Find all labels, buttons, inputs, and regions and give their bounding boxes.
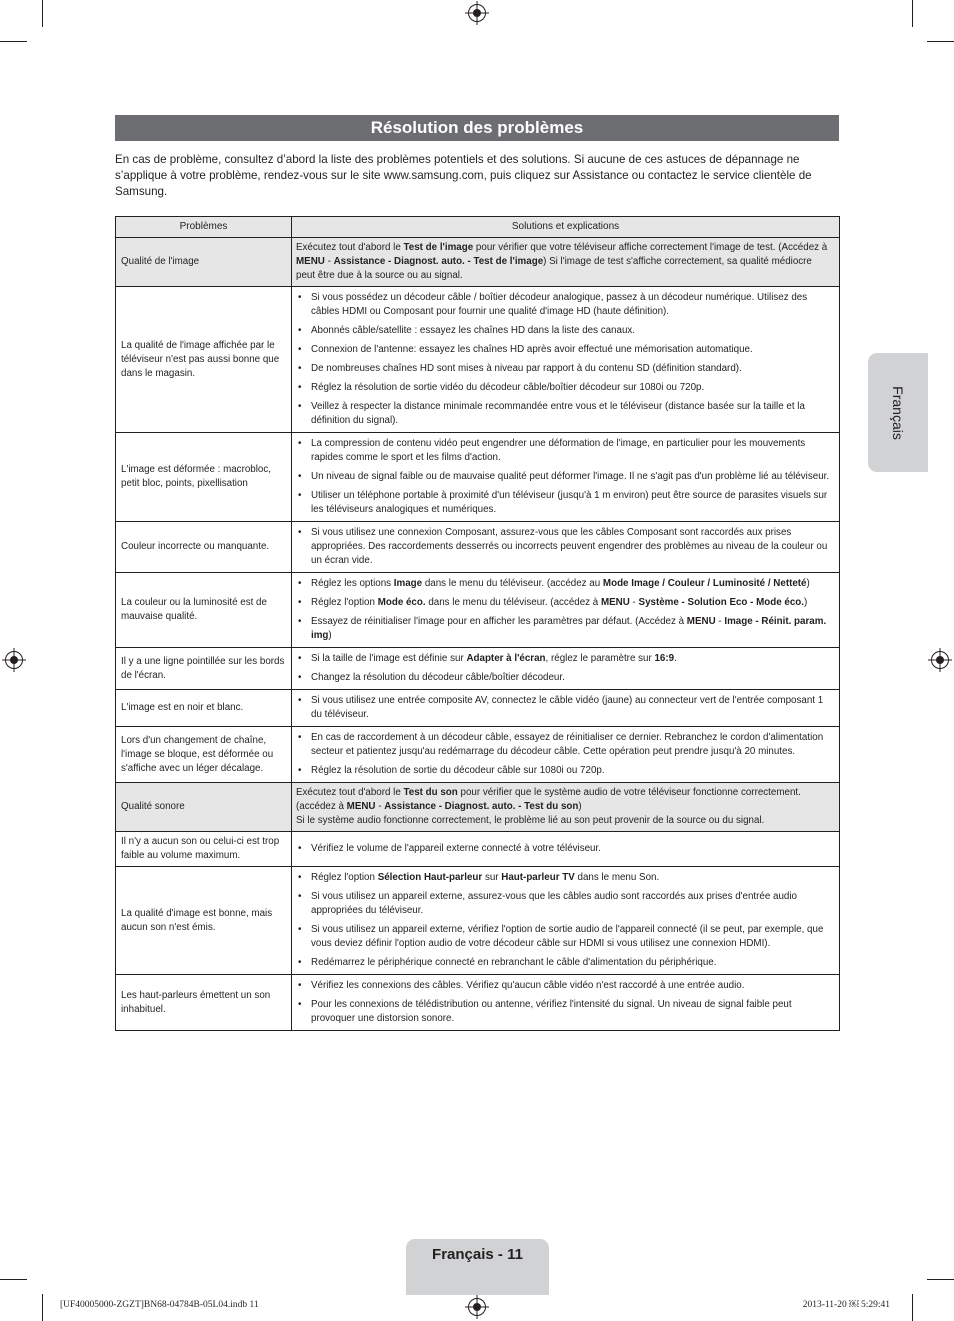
text-run: - <box>324 256 334 267</box>
crop-mark <box>42 0 43 27</box>
text-run: pour vérifier que le système audio de votre téléviseur fonctionne correctement. (accédez à <box>296 787 801 812</box>
solution-list <box>296 842 833 856</box>
solution-cell <box>292 783 840 832</box>
footer-timestamp: 2013-11-20 ￼ 5:29:41 <box>802 1300 890 1310</box>
crop-mark <box>0 41 27 42</box>
text-run: Changez la résolution du décodeur câble/boîtier décodeur. <box>311 672 565 683</box>
text-run: dans le menu du téléviseur. (accédez à <box>425 597 601 608</box>
list-item <box>296 324 833 338</box>
bold-term: Sélection Haut-parleur <box>377 872 483 883</box>
text-run: . <box>674 653 677 664</box>
list-item <box>296 842 833 856</box>
list-item <box>296 343 833 357</box>
page-title: Résolution des problèmes <box>115 115 839 141</box>
text-run: Redémarrez le périphérique connecté en rebranchant le câble d'alimentation du périphérique. <box>311 957 717 968</box>
bold-term: 16:9 <box>654 653 675 664</box>
text-run: ) <box>578 801 582 812</box>
bold-term: Image - Réinit. param. img <box>311 616 827 641</box>
text-run: Si vous utilisez un appareil externe, assurez-vous que les câbles audio sont raccordés aux prises d'entrée audio appropriées du téléviseur. <box>311 891 798 916</box>
solution-cell <box>292 648 840 690</box>
solution-cell <box>292 832 840 867</box>
bold-term: Haut-parleur TV <box>501 872 575 883</box>
language-side-tab <box>868 353 928 472</box>
solution-paragraph <box>296 786 833 814</box>
text-run: Si vous possédez un décodeur câble / boîtier décodeur analogique, passez à un décodeur numérique. Utilisez des câbles HDMI ou Composant pour fournir une qualité d'image HD (haute définition). <box>311 292 808 317</box>
solution-list <box>296 979 833 1026</box>
table-row <box>116 832 840 867</box>
list-item <box>296 470 833 484</box>
text-run: , réglez le paramètre sur <box>545 653 655 664</box>
table-header-row <box>116 217 840 238</box>
table-row <box>116 648 840 690</box>
text-run: sur <box>482 872 502 883</box>
page-number-label: Français - 11 <box>432 1246 523 1263</box>
list-item <box>296 400 833 428</box>
list-item <box>296 489 833 517</box>
bold-term: Assistance - Diagnost. auto. - Test du son <box>384 801 579 812</box>
crop-mark <box>927 41 954 42</box>
list-item <box>296 731 833 759</box>
problem-cell: L'image est en noir et blanc. <box>116 690 292 727</box>
text-run: Si la taille de l'image est définie sur <box>311 653 467 664</box>
list-item <box>296 979 833 993</box>
list-item <box>296 871 833 885</box>
solution-cell <box>292 522 840 573</box>
problem-cell: Qualité sonore <box>116 783 292 832</box>
solution-list <box>296 437 833 517</box>
text-run: Vérifiez le volume de l'appareil externe connecté à votre téléviseur. <box>311 843 601 854</box>
table-row <box>116 975 840 1031</box>
registration-mark-icon <box>5 651 23 669</box>
text-run: Réglez l'option <box>311 597 378 608</box>
text-run: - <box>629 597 639 608</box>
list-item <box>296 615 833 643</box>
bold-term: Assistance - Diagnost. auto. - Test de l'image <box>333 256 544 267</box>
solution-cell <box>292 727 840 783</box>
bold-term: MENU <box>600 597 630 608</box>
bold-term: MENU <box>686 616 716 627</box>
text-run: Si vous utilisez un appareil externe, vérifiez l'option de sortie audio de l'appareil connecté (il se peut, par exemple, que vous deviez définir l'option audio de votre décodeur câble sur HDMI si vous utilisez une connexion HDMI). <box>311 924 824 949</box>
text-run: Un niveau de signal faible ou de mauvaise qualité peut déformer l'image. Il ne s'agit pas d'un problème lié au téléviseur. <box>311 471 830 482</box>
table-row <box>116 573 840 648</box>
solution-cell <box>292 975 840 1031</box>
solution-cell <box>292 287 840 433</box>
list-item <box>296 291 833 319</box>
solution-list <box>296 652 833 685</box>
table-row <box>116 867 840 975</box>
solution-cell <box>292 433 840 522</box>
table-body <box>116 238 840 1031</box>
solution-cell <box>292 238 840 287</box>
solution-paragraph <box>296 241 833 283</box>
problem-cell: Lors d'un changement de chaîne, l'image se bloque, est déformée ou s'affiche avec un léger décalage. <box>116 727 292 783</box>
problem-cell: Il y a une ligne pointillée sur les bords de l'écran. <box>116 648 292 690</box>
registration-mark-icon <box>931 651 949 669</box>
table-row <box>116 522 840 573</box>
text-run: Réglez la résolution de sortie vidéo du décodeur câble/boîtier décodeur sur 1080i ou 720p. <box>311 382 705 393</box>
bold-term: Mode éco. <box>377 597 426 608</box>
bold-term: Test de l'image <box>403 242 474 253</box>
text-run: De nombreuses chaînes HD sont mises à niveau par rapport à du contenu SD (définition standard). <box>311 363 742 374</box>
solution-list <box>296 577 833 643</box>
table-row <box>116 727 840 783</box>
list-item <box>296 381 833 395</box>
table-row <box>116 287 840 433</box>
list-item <box>296 437 833 465</box>
solution-cell <box>292 573 840 648</box>
solution-list <box>296 731 833 778</box>
text-run: Connexion de l'antenne: essayez les chaînes HD après avoir effectué une mémorisation automatique. <box>311 344 753 355</box>
solution-list <box>296 526 833 568</box>
footer-file-info: [UF40005000-ZGZT]BN68-04784B-05L04.indb 11 <box>60 1300 259 1310</box>
table-row <box>116 238 840 287</box>
crop-mark <box>912 1294 913 1321</box>
list-item <box>296 923 833 951</box>
solution-list <box>296 871 833 970</box>
side-tab-label: Français <box>890 385 906 440</box>
problem-cell: La couleur ou la luminosité est de mauvaise qualité. <box>116 573 292 648</box>
problem-cell: Qualité de l'image <box>116 238 292 287</box>
text-run: En cas de raccordement à un décodeur câble, essayez de réinitialiser ce dernier. Rebranchez le cordon d'alimentation secteur et patientez jusqu'au redémarrage du décodeur câble. Cette opération peut prendre jusqu'à 20 minutes. <box>311 732 824 757</box>
text-run: Pour les connexions de télédistribution ou antenne, vérifiez l'intensité du signal. Un niveau de signal faible peut provoquer une distorsion sonore. <box>311 999 792 1024</box>
text-run: ) <box>804 597 808 608</box>
crop-mark <box>927 1279 954 1280</box>
problem-cell: Les haut-parleurs émettent un son inhabituel. <box>116 975 292 1031</box>
list-item <box>296 652 833 666</box>
crop-mark <box>912 0 913 27</box>
bold-term: MENU <box>296 256 325 267</box>
solution-paragraph: Si le système audio fonctionne correctement, le problème lié au son peut provenir de la source ou du signal. <box>296 815 765 826</box>
text-run: Vérifiez les connexions des câbles. Vérifiez qu'aucun câble vidéo n'est raccordé à une entrée audio. <box>311 980 745 991</box>
text-run: Réglez la résolution de sortie du décodeur câble sur 1080i ou 720p. <box>311 765 605 776</box>
solution-cell <box>292 867 840 975</box>
list-item <box>296 890 833 918</box>
crop-mark <box>42 1294 43 1321</box>
problem-cell: L'image est déformée : macrobloc, petit bloc, points, pixellisation <box>116 433 292 522</box>
solution-list <box>296 291 833 428</box>
table-row <box>116 690 840 727</box>
registration-mark-icon <box>468 4 486 22</box>
bold-term: MENU <box>346 801 376 812</box>
list-item <box>296 694 833 722</box>
list-item <box>296 577 833 591</box>
list-item <box>296 362 833 376</box>
list-item <box>296 596 833 610</box>
text-run: pour vérifier que votre téléviseur affiche correctement l'image de test. (Accédez à <box>473 242 828 253</box>
list-item <box>296 998 833 1026</box>
text-run: La compression de contenu vidéo peut engendrer une déformation de l'image, en particulier pour les mouvements rapides comme le sport et les films d'action. <box>311 438 806 463</box>
text-run: Réglez les options <box>311 578 394 589</box>
list-item <box>296 526 833 568</box>
bold-term: Adapter à l'écran <box>466 653 546 664</box>
crop-mark <box>0 1279 27 1280</box>
text-run: Essayez de réinitialiser l'image pour en afficher les paramètres par défaut. (Accédez à <box>311 616 687 627</box>
problem-cell: Il n'y a aucun son ou celui-ci est trop faible au volume maximum. <box>116 832 292 867</box>
problem-cell: La qualité d'image est bonne, mais aucun son n'est émis. <box>116 867 292 975</box>
text-run: ) Si l'image de test s'affiche correctement, sa qualité médiocre peut être due à la source ou au signal. <box>296 256 812 281</box>
text-run: dans le menu Son. <box>574 872 660 883</box>
list-item <box>296 671 833 685</box>
table-row <box>116 783 840 832</box>
text-run: - <box>375 801 385 812</box>
bold-term: Mode Image / Couleur / Luminosité / Netteté <box>602 578 807 589</box>
registration-mark-icon <box>468 1298 486 1316</box>
bold-term: Système - Solution Eco - Mode éco. <box>638 597 805 608</box>
text-run: - <box>715 616 725 627</box>
text-run: ) <box>806 578 810 589</box>
bold-term: Image <box>393 578 423 589</box>
solution-cell <box>292 690 840 727</box>
text-run: Réglez l'option <box>311 872 378 883</box>
text-run: ) <box>328 630 332 641</box>
table-row <box>116 433 840 522</box>
problem-cell: Couleur incorrecte ou manquante. <box>116 522 292 573</box>
text-run: Exécutez tout d'abord le <box>296 787 404 798</box>
text-run: Si vous utilisez une entrée composite AV, connectez le câble vidéo (jaune) au connecteur vert de l'entrée composant 1 du téléviseur. <box>311 695 824 720</box>
list-item <box>296 956 833 970</box>
column-header-problems: Problèmes <box>116 217 292 238</box>
text-run: dans le menu du téléviseur. (accédez au <box>422 578 603 589</box>
column-header-solutions: Solutions et explications <box>292 217 840 238</box>
text-run: Veillez à respecter la distance minimale recommandée entre vous et le téléviseur (distance basée sur la taille et la définition du signal). <box>311 401 805 426</box>
page-number-tab <box>406 1239 549 1295</box>
text-run: Utiliser un téléphone portable à proximité d'un téléviseur (jusqu'à 1 m environ) peut être source de parasites visuels sur les téléviseurs analogiques et numériques. <box>311 490 828 515</box>
text-run: Abonnés câble/satellite : essayez les chaînes HD dans la liste des canaux. <box>311 325 636 336</box>
text-run: Exécutez tout d'abord le <box>296 242 404 253</box>
text-run: Si vous utilisez une connexion Composant, assurez-vous que les câbles Composant sont raccordés aux prises appropriées. Des raccordements desserrés ou incorrects peuvent engendrer des problèmes au niveau de la couleur ou un écran vide. <box>311 527 828 566</box>
intro-paragraph: En cas de problème, consultez d’abord la liste des problèmes potentiels et des solutions. Si aucune de ces astuces de dépannage ne s’applique à votre problème, rendez-vous sur le site www.samsung.com, puis cliquez sur Assistance ou contactez le service clientèle de Samsung. <box>115 153 812 198</box>
list-item <box>296 764 833 778</box>
troubleshooting-table <box>115 216 840 1031</box>
solution-list <box>296 694 833 722</box>
bold-term: Test du son <box>403 787 458 798</box>
problem-cell: La qualité de l'image affichée par le téléviseur n'est pas aussi bonne que dans le magasin. <box>116 287 292 433</box>
